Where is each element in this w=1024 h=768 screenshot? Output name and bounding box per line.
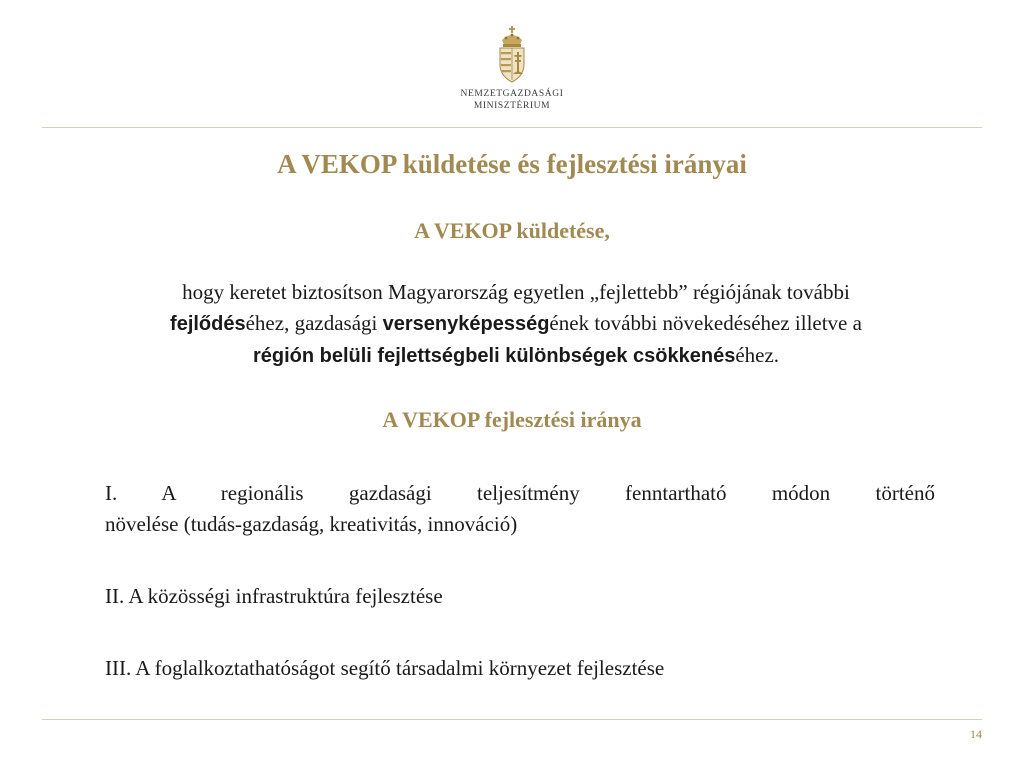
direction-item-1: [105, 478, 935, 540]
mission-paragraph: [28, 277, 1004, 372]
mission-heading: A VEKOP küldetése,: [414, 218, 610, 243]
header-divider: [42, 127, 982, 128]
mission-text: éhez, gazdasági: [245, 311, 383, 335]
ministry-name-line1: NEMZETGAZDASÁGI: [460, 89, 564, 99]
hungarian-coat-of-arms-icon: [495, 26, 529, 84]
mission-line-3: [28, 340, 1004, 372]
mission-emphasis-disparities: régión belüli fejlettségbeli különbségek csökkenés: [252, 345, 736, 367]
page-number: 14: [970, 727, 982, 741]
mission-emphasis-competitiveness: versenyképesség: [382, 313, 550, 335]
directions-heading: A VEKOP fejlesztési iránya: [382, 407, 642, 432]
slide-title: A VEKOP küldetése és fejlesztési irányai: [277, 149, 747, 179]
mission-text: éhez.: [735, 343, 780, 367]
mission-line-2: [28, 308, 1004, 340]
mission-line-1: hogy keretet biztosítson Magyarország egyetlen „fejlettebb” régiójának további: [182, 280, 850, 304]
direction-item-2: II. A közösségi infrastruktúra fejlesztése: [105, 584, 443, 608]
direction-item-3: III. A foglalkoztathatóságot segítő társadalmi környezet fejlesztése: [105, 656, 665, 680]
footer-divider: [42, 719, 982, 720]
mission-text: ének további növekedéséhez illetve a: [549, 311, 862, 335]
mission-emphasis-development: fejlődés: [170, 313, 246, 335]
direction-1-line-1: I. A regionális gazdasági teljesítmény fenntartható módon történő: [105, 481, 935, 505]
ministry-name-line2: MINISZTÉRIUM: [473, 101, 551, 111]
direction-1-line-2: növelése (tudás-gazdaság, kreativitás, innováció): [105, 512, 518, 536]
